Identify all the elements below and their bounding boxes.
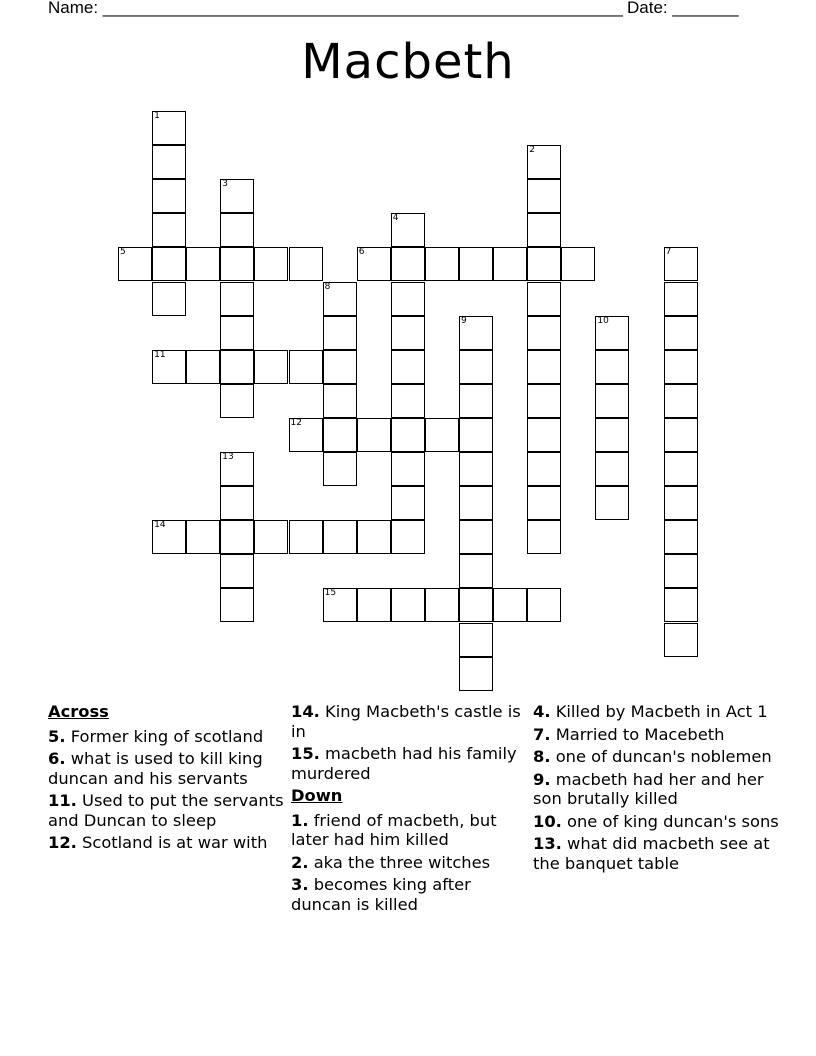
grid-cell[interactable] xyxy=(664,247,698,281)
clue-text: macbeth had her and her son brutally killed xyxy=(533,769,764,808)
clue-down-10 xyxy=(533,812,783,832)
grid-cell[interactable] xyxy=(391,486,425,520)
grid-cell[interactable] xyxy=(220,316,254,350)
grid-cell[interactable] xyxy=(391,452,425,486)
grid-cell[interactable] xyxy=(459,350,493,384)
clue-number: 1. xyxy=(291,810,309,830)
grid-cell[interactable] xyxy=(595,452,629,486)
grid-cell[interactable] xyxy=(323,520,357,554)
grid-cell[interactable] xyxy=(357,588,391,622)
clue-down-7 xyxy=(533,725,783,745)
name-line[interactable]: Name: _______________________________________________________ xyxy=(48,0,623,17)
clue-down-2 xyxy=(291,853,531,873)
grid-cell[interactable] xyxy=(152,247,186,281)
grid-cell[interactable] xyxy=(152,213,186,247)
grid-cell[interactable] xyxy=(493,247,527,281)
grid-cell[interactable] xyxy=(425,247,459,281)
grid-cell[interactable] xyxy=(459,588,493,622)
grid-cell[interactable] xyxy=(220,350,254,384)
grid-cell[interactable] xyxy=(595,316,629,350)
clue-text: Used to put the servants and Duncan to sleep xyxy=(48,791,284,830)
grid-cell[interactable] xyxy=(323,588,357,622)
clue-number: 2. xyxy=(291,852,309,872)
grid-cell[interactable] xyxy=(289,520,323,554)
grid-cell[interactable] xyxy=(152,111,186,145)
clue-number-label: 6 xyxy=(358,247,365,258)
grid-cell[interactable] xyxy=(459,520,493,554)
clue-down-8 xyxy=(533,747,783,767)
grid-cell[interactable] xyxy=(254,520,288,554)
grid-cell[interactable] xyxy=(220,452,254,486)
grid-cell[interactable] xyxy=(323,452,357,486)
grid-cell[interactable] xyxy=(664,554,698,588)
grid-cell[interactable] xyxy=(323,418,357,452)
grid-cell[interactable] xyxy=(357,418,391,452)
grid-cell[interactable] xyxy=(664,520,698,554)
clue-down-13 xyxy=(533,834,783,873)
grid-cell[interactable] xyxy=(391,384,425,418)
grid-cell[interactable] xyxy=(459,384,493,418)
clue-number: 9. xyxy=(533,769,551,789)
clue-number-label: 15 xyxy=(324,588,337,599)
clue-number: 13. xyxy=(533,834,562,853)
clue-number: 14. xyxy=(291,702,320,721)
grid-cell[interactable] xyxy=(459,623,493,657)
clue-number-label: 9 xyxy=(461,315,467,326)
grid-cell[interactable] xyxy=(527,316,561,350)
grid-cell[interactable] xyxy=(391,418,425,452)
clue-text: Killed by Macbeth in Act 1 xyxy=(555,702,768,721)
clues-column-1 xyxy=(48,702,288,856)
grid-cell[interactable] xyxy=(289,350,323,384)
clue-text: Scotland is at war with xyxy=(82,833,268,852)
grid-cell[interactable] xyxy=(459,554,493,588)
clue-number: 4. xyxy=(533,702,551,721)
grid-cell[interactable] xyxy=(391,588,425,622)
grid-cell[interactable] xyxy=(323,316,357,350)
grid-cell[interactable] xyxy=(527,486,561,520)
clue-number: 11. xyxy=(48,791,77,810)
clue-number-label: 2 xyxy=(529,145,535,156)
grid-cell[interactable] xyxy=(664,418,698,452)
grid-cell[interactable] xyxy=(664,282,698,316)
clue-text: becomes king after duncan is killed xyxy=(291,875,471,914)
grid-cell[interactable] xyxy=(493,588,527,622)
clue-text: King Macbeth's castle is in xyxy=(291,702,521,741)
grid-cell[interactable] xyxy=(527,282,561,316)
grid-cell[interactable] xyxy=(595,384,629,418)
clue-number: 10. xyxy=(533,811,562,831)
clue-down-1 xyxy=(291,811,531,850)
grid-cell[interactable] xyxy=(152,145,186,179)
grid-cell[interactable] xyxy=(664,384,698,418)
grid-cell[interactable] xyxy=(152,282,186,316)
grid-cell[interactable] xyxy=(459,486,493,520)
grid-cell[interactable] xyxy=(459,316,493,350)
grid-cell[interactable] xyxy=(664,486,698,520)
clue-across-15 xyxy=(291,744,531,783)
clue-down-4 xyxy=(533,702,783,722)
grid-cell[interactable] xyxy=(186,350,220,384)
clue-number-label: 3 xyxy=(222,179,229,190)
grid-cell[interactable] xyxy=(561,247,595,281)
grid-cell[interactable] xyxy=(186,247,220,281)
clue-number: 3. xyxy=(291,875,309,894)
grid-cell[interactable] xyxy=(289,418,323,452)
clue-number: 8. xyxy=(533,747,551,766)
grid-cell[interactable] xyxy=(220,282,254,316)
clue-number: 7. xyxy=(533,724,551,744)
clue-number: 15. xyxy=(291,744,320,763)
grid-cell[interactable] xyxy=(357,520,391,554)
grid-cell[interactable] xyxy=(391,520,425,554)
grid-cell[interactable] xyxy=(254,247,288,281)
clue-across-11 xyxy=(48,791,288,830)
grid-cell[interactable] xyxy=(527,213,561,247)
grid-cell[interactable] xyxy=(595,486,629,520)
grid-cell[interactable] xyxy=(323,384,357,418)
grid-cell[interactable] xyxy=(220,486,254,520)
grid-cell[interactable] xyxy=(220,247,254,281)
grid-cell[interactable] xyxy=(527,247,561,281)
grid-cell[interactable] xyxy=(254,350,288,384)
grid-cell[interactable] xyxy=(323,282,357,316)
grid-cell[interactable] xyxy=(664,623,698,657)
grid-cell[interactable] xyxy=(152,350,186,384)
grid-cell[interactable] xyxy=(118,247,152,281)
clue-number-label: 14 xyxy=(154,520,166,531)
clue-across-5 xyxy=(48,727,288,747)
grid-cell[interactable] xyxy=(220,384,254,418)
grid-cell[interactable] xyxy=(220,520,254,554)
grid-cell[interactable] xyxy=(527,145,561,179)
grid-cell[interactable] xyxy=(220,554,254,588)
grid-cell[interactable] xyxy=(391,247,425,281)
clue-number-label: 4 xyxy=(392,213,399,224)
clue-down-9 xyxy=(533,770,783,809)
grid-cell[interactable] xyxy=(152,179,186,213)
clue-number-label: 8 xyxy=(324,281,331,292)
grid-cell[interactable] xyxy=(459,452,493,486)
clue-text: one of king duncan's sons xyxy=(567,811,779,831)
grid-cell[interactable] xyxy=(425,418,459,452)
clue-text: friend of macbeth, but later had him killed xyxy=(291,810,497,849)
grid-cell[interactable] xyxy=(527,452,561,486)
clue-across-14 xyxy=(291,702,531,741)
grid-cell[interactable] xyxy=(186,520,220,554)
clue-number-label: 1 xyxy=(154,111,160,121)
grid-cell[interactable] xyxy=(595,418,629,452)
grid-cell[interactable] xyxy=(391,213,425,247)
clue-down-3 xyxy=(291,875,531,914)
clue-text: macbeth had his family murdered xyxy=(291,744,517,783)
clues-column-2 xyxy=(291,702,531,917)
clue-number-label: 11 xyxy=(154,349,166,360)
grid-cell[interactable] xyxy=(595,350,629,384)
clue-text: aka the three witches xyxy=(313,852,491,872)
grid-cell[interactable] xyxy=(425,588,459,622)
clue-number: 12. xyxy=(48,833,77,852)
grid-cell[interactable] xyxy=(527,520,561,554)
grid-cell[interactable] xyxy=(391,316,425,350)
grid-cell[interactable] xyxy=(391,282,425,316)
clue-number-label: 5 xyxy=(120,247,126,258)
grid-cell[interactable] xyxy=(527,418,561,452)
clue-number: 5. xyxy=(48,726,66,746)
grid-cell[interactable] xyxy=(357,247,391,281)
date-line[interactable]: Date: _______ xyxy=(627,0,739,17)
clue-text: Married to Macebeth xyxy=(555,724,725,744)
clue-number-label: 13 xyxy=(222,452,234,462)
clue-number-label: 7 xyxy=(665,247,672,258)
grid-cell[interactable] xyxy=(664,588,698,622)
grid-cell[interactable] xyxy=(527,350,561,384)
grid-cell[interactable] xyxy=(289,247,323,281)
grid-cell[interactable] xyxy=(664,350,698,384)
clue-text: what is used to kill king duncan and his servants xyxy=(48,749,263,788)
clue-across-12 xyxy=(48,833,288,853)
grid-cell[interactable] xyxy=(220,179,254,213)
grid-cell[interactable] xyxy=(459,657,493,691)
clue-text: one of duncan's noblemen xyxy=(555,747,772,766)
across-heading: Across xyxy=(48,702,109,721)
clue-across-6 xyxy=(48,749,288,788)
grid-cell[interactable] xyxy=(152,520,186,554)
grid-cell[interactable] xyxy=(459,418,493,452)
grid-cell[interactable] xyxy=(459,247,493,281)
page-title: Macbeth xyxy=(301,34,515,90)
grid-cell[interactable] xyxy=(323,350,357,384)
grid-cell[interactable] xyxy=(664,316,698,350)
clue-number-label: 12 xyxy=(290,417,302,428)
down-heading: Down xyxy=(291,786,343,805)
grid-cell[interactable] xyxy=(527,384,561,418)
clues-section xyxy=(0,700,816,1000)
clue-number: 6. xyxy=(48,749,66,768)
clues-column-3 xyxy=(533,702,783,876)
clue-number-label: 10 xyxy=(597,315,609,326)
clue-text: Former king of scotland xyxy=(70,726,264,746)
grid-cell[interactable] xyxy=(220,588,254,622)
grid-cell[interactable] xyxy=(220,213,254,247)
clue-text: what did macbeth see at the banquet table xyxy=(533,834,770,873)
grid-cell[interactable] xyxy=(391,350,425,384)
grid-cell[interactable] xyxy=(527,588,561,622)
grid-cell[interactable] xyxy=(664,452,698,486)
grid-cell[interactable] xyxy=(527,179,561,213)
